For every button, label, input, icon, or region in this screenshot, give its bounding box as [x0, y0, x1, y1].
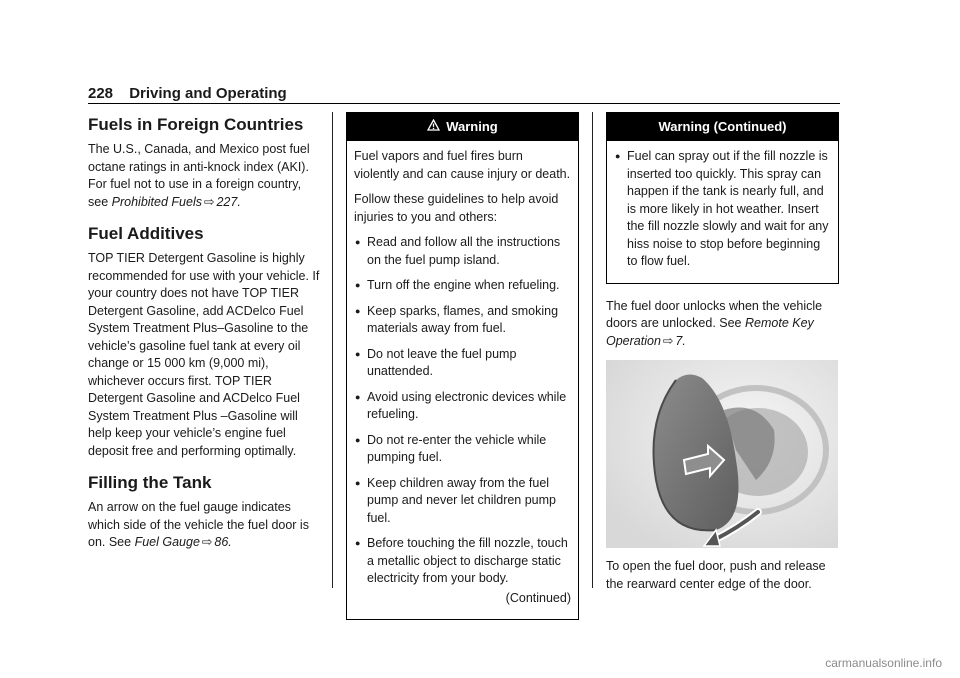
footer-watermark: carmanualsonline.info	[825, 656, 942, 670]
heading-filling-tank: Filling the Tank	[88, 473, 212, 492]
warning-triangle-icon	[427, 113, 440, 141]
page-ref-arrow-icon: ⇨	[201, 535, 213, 549]
fuel-door-illustration	[606, 360, 838, 548]
header-rule	[88, 103, 840, 104]
column-divider-1	[332, 112, 333, 588]
warning-item: ● Keep sparks, flames, and smoking materials away from fuel.	[354, 303, 571, 338]
warning-intro-2: Follow these guidelines to help avoid injuries to you and others:	[354, 192, 559, 224]
warning-intro-1: Fuel vapors and fuel fires burn violently and can cause injury or death.	[354, 149, 571, 181]
warning-header	[347, 113, 578, 141]
paragraph-fuel-door-unlock: The fuel door unlocks when the vehicle doors are unlocked. See Remote Key Operation ⇨ 7.	[606, 298, 823, 348]
warning-continued-header: Warning (Continued)	[607, 113, 838, 141]
link-fuel-gauge[interactable]: Fuel Gauge ⇨ 86.	[134, 535, 232, 549]
continued-label: (Continued)	[505, 590, 571, 605]
heading-fuel-additives: Fuel Additives	[88, 224, 204, 243]
warning-item: ● Do not re-enter the vehicle while pumping fuel.	[354, 432, 571, 467]
warning-continued-list	[614, 148, 831, 271]
running-header	[88, 85, 287, 102]
warning-title: Warning	[446, 119, 498, 134]
heading-foreign-fuels: Fuels in Foreign Countries	[88, 115, 304, 134]
section-foreign-fuels	[88, 114, 320, 211]
section-fuel-additives	[88, 223, 320, 460]
warning-continued-body	[607, 141, 838, 283]
warning-item: ● Turn off the engine when refueling.	[354, 277, 571, 295]
warning-item: ● Read and follow all the instructions on the fuel pump island.	[354, 234, 571, 269]
warning-item: ● Do not leave the fuel pump unattended.	[354, 346, 571, 381]
paragraph-foreign-fuels: The U.S., Canada, and Mexico post fuel octane ratings in anti-knock index (AKI). For fuel not to use in a foreign country, see Prohibited Fuels ⇨ 227.	[88, 142, 310, 209]
warning-item: ● Before touching the fill nozzle, touch a metallic object to discharge static electricity from your body.	[354, 535, 571, 588]
paragraph-open-fuel-door: To open the fuel door, push and release the rearward center edge of the door.	[606, 559, 826, 591]
section-filling-tank	[88, 472, 320, 552]
warning-list	[354, 234, 571, 588]
page-ref-arrow-icon: ⇨	[203, 194, 215, 209]
column-3	[606, 112, 839, 593]
section-title: Driving and Operating	[129, 85, 287, 102]
column-divider-2	[592, 112, 593, 588]
page-ref-arrow-icon: ⇨	[662, 333, 674, 348]
paragraph-fuel-additives: TOP TIER Detergent Gasoline is highly recommended for use with your vehicle. If your country does not have TOP TIER Detergent Gasoline, add ACDelco Fuel System Treatment Plus–Gasoline to the vehicle’s gasoline fuel tank at every oil change or 15 000 km (9,000 mi), whichever occurs first. TOP TIER Detergent Gasoline and ACDelco Fuel System Treatment Plus –Gasoline will help keep your vehicle’s engine fuel deposit free and performing optimally.	[88, 251, 320, 458]
warning-box	[346, 112, 579, 620]
warning-item: ● Fuel can spray out if the fill nozzle is inserted too quickly. This spray can happen if the tank is nearly full, and is more likely in hot weather. Insert the fill nozzle slowly and wait for any hiss noise to stop before beginning to flow fuel.	[614, 148, 831, 271]
column-2	[346, 112, 579, 620]
warning-item: ● Avoid using electronic devices while refueling.	[354, 389, 571, 424]
link-prohibited-fuels[interactable]: Prohibited Fuels ⇨ 227.	[111, 194, 241, 209]
warning-continued-box	[606, 112, 839, 284]
page-number: 228	[88, 85, 114, 102]
warning-item: ● Keep children away from the fuel pump and never let children pump fuel.	[354, 475, 571, 528]
paragraph-filling-tank: An arrow on the fuel gauge indicates which side of the vehicle the fuel door is on. See Fuel Gauge ⇨ 86.	[88, 500, 309, 549]
link-remote-key-operation[interactable]: Remote Key Operation ⇨ 7.	[606, 316, 814, 348]
column-1	[88, 112, 320, 564]
warning-body	[347, 141, 578, 619]
